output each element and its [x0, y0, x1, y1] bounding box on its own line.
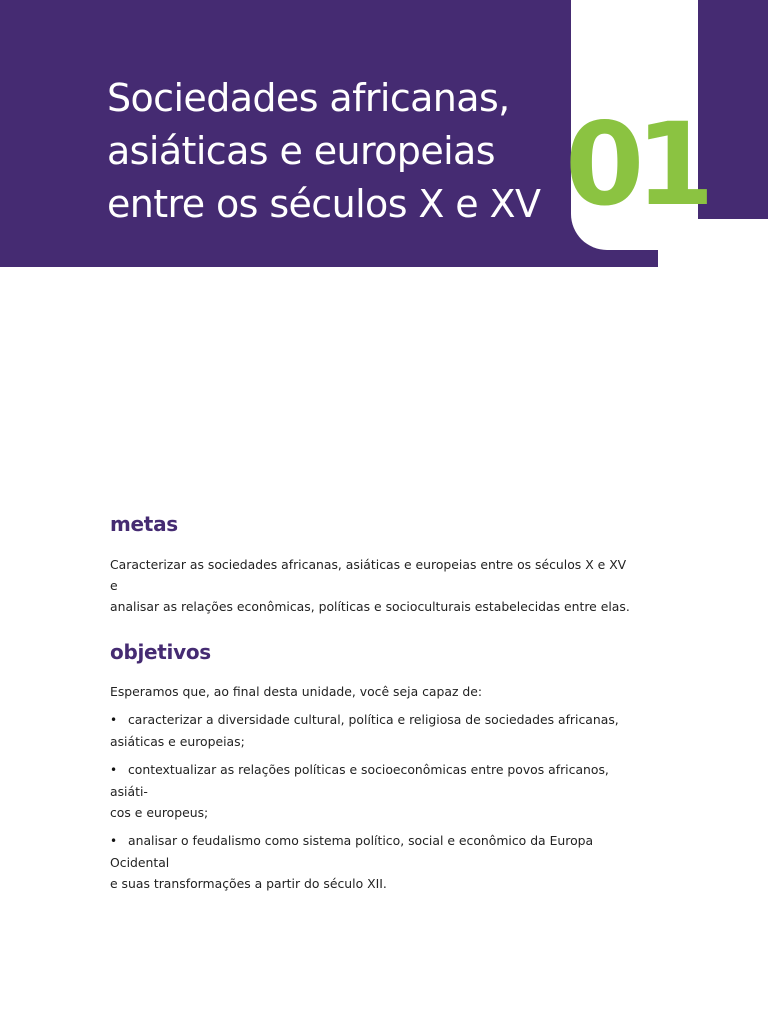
- header-right-strip: [698, 0, 768, 219]
- main-content: [110, 509, 630, 901]
- objective-line: e suas transformações a partir do século XII.: [110, 876, 387, 891]
- bullet-dot-icon: •: [110, 834, 118, 848]
- bullet-dot-icon: •: [110, 763, 118, 777]
- metas-heading: metas: [110, 512, 178, 536]
- title-line: entre os séculos X e XV: [107, 182, 541, 226]
- objetivos-heading: objetivos: [110, 640, 211, 664]
- objective-item: [110, 709, 630, 752]
- objetivos-intro: Esperamos que, ao final desta unidade, você seja capaz de:: [110, 684, 483, 699]
- objective-line: cos e europeus;: [110, 805, 209, 820]
- objective-line: contextualizar as relações políticas e socioeconômicas entre povos africanos, asiáti-: [110, 762, 609, 799]
- title-line: asiáticas e europeias: [107, 129, 495, 173]
- objective-line: analisar o feudalismo como sistema político, social e econômico da Europa Ocidental: [110, 833, 594, 870]
- unit-number: 01: [565, 98, 706, 231]
- objective-line: caracterizar a diversidade cultural, política e religiosa de sociedades africanas,: [128, 712, 619, 727]
- bullet-dot-icon: •: [110, 713, 118, 727]
- objective-item: [110, 830, 630, 894]
- title-line: Sociedades africanas,: [107, 76, 510, 120]
- metas-line: Caracterizar as sociedades africanas, asiáticas e europeias entre os séculos X e XV e: [110, 557, 627, 593]
- objective-line: asiáticas e europeias;: [110, 734, 245, 749]
- page-title: [107, 72, 577, 231]
- metas-line: analisar as relações econômicas, políticas e socioculturais estabelecidas entre elas.: [110, 599, 630, 614]
- objective-item: [110, 759, 630, 823]
- metas-text: [110, 554, 630, 617]
- objectives-list: [110, 709, 630, 894]
